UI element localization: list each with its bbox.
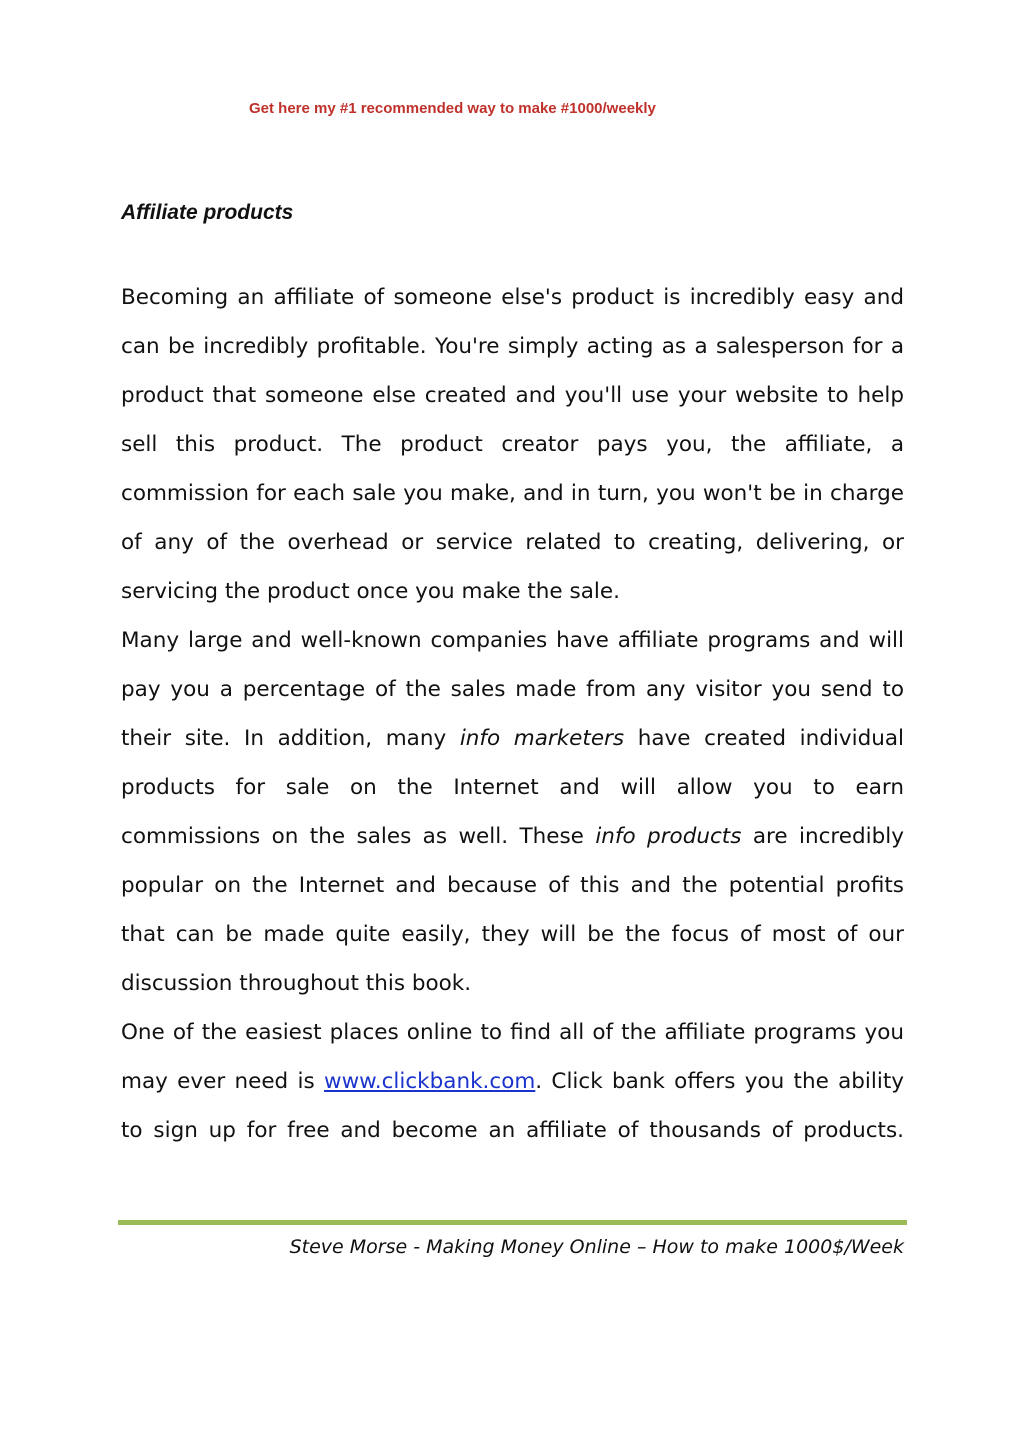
- paragraph-line: that can be made quite easily, they will be the focus of most of our: [121, 922, 904, 947]
- paragraph-line: popular on the Internet and because of this and the potential profits: [121, 873, 904, 898]
- section-heading: Affiliate products: [121, 201, 294, 224]
- text-span: are incredibly: [741, 824, 904, 849]
- paragraph-line: products for sale on the Internet and will allow you to earn: [121, 775, 904, 800]
- paragraph-line: commission for each sale you make, and in turn, you won't be in charge: [121, 481, 904, 506]
- text-span: commissions on the sales as well. These: [121, 824, 596, 849]
- paragraph-line: [121, 1057, 904, 1106]
- clickbank-link[interactable]: www.clickbank.com: [323, 1069, 536, 1094]
- paragraph-line: [121, 812, 904, 861]
- text-span: have created individual: [624, 726, 904, 751]
- text-span: . Click bank offers you the ability: [535, 1069, 904, 1094]
- italic-term: info marketers: [459, 726, 625, 751]
- paragraph-line: of any of the overhead or service related to creating, delivering, or: [121, 530, 904, 555]
- italic-term: info products: [595, 824, 742, 849]
- paragraph-line: sell this product. The product creator pays you, the affiliate, a: [121, 432, 904, 457]
- paragraph-line: [121, 714, 904, 763]
- text-span: may ever need is: [121, 1069, 324, 1094]
- paragraph-line: pay you a percentage of the sales made from any visitor you send to: [121, 677, 904, 702]
- promo-link[interactable]: Get here my #1 recommended way to make #1000/weekly: [249, 100, 656, 117]
- paragraph-line: product that someone else created and you'll use your website to help: [121, 383, 904, 408]
- paragraph-line: Many large and well-known companies have affiliate programs and will: [121, 628, 904, 653]
- text-span: their site. In addition, many: [121, 726, 460, 751]
- paragraph-line: Becoming an affiliate of someone else's product is incredibly easy and: [121, 285, 904, 310]
- footer-text: Steve Morse - Making Money Online – How to make 1000$/Week: [289, 1236, 904, 1258]
- body-text: [121, 273, 904, 1155]
- paragraph-line: One of the easiest places online to find all of the affiliate programs you: [121, 1020, 904, 1045]
- paragraph-line: servicing the product once you make the sale.: [121, 579, 620, 604]
- paragraph-line: can be incredibly profitable. You're simply acting as a salesperson for a: [121, 334, 904, 359]
- footer-divider: [118, 1220, 907, 1225]
- paragraph-line: to sign up for free and become an affiliate of thousands of products.: [121, 1118, 904, 1143]
- paragraph-line: discussion throughout this book.: [121, 971, 472, 996]
